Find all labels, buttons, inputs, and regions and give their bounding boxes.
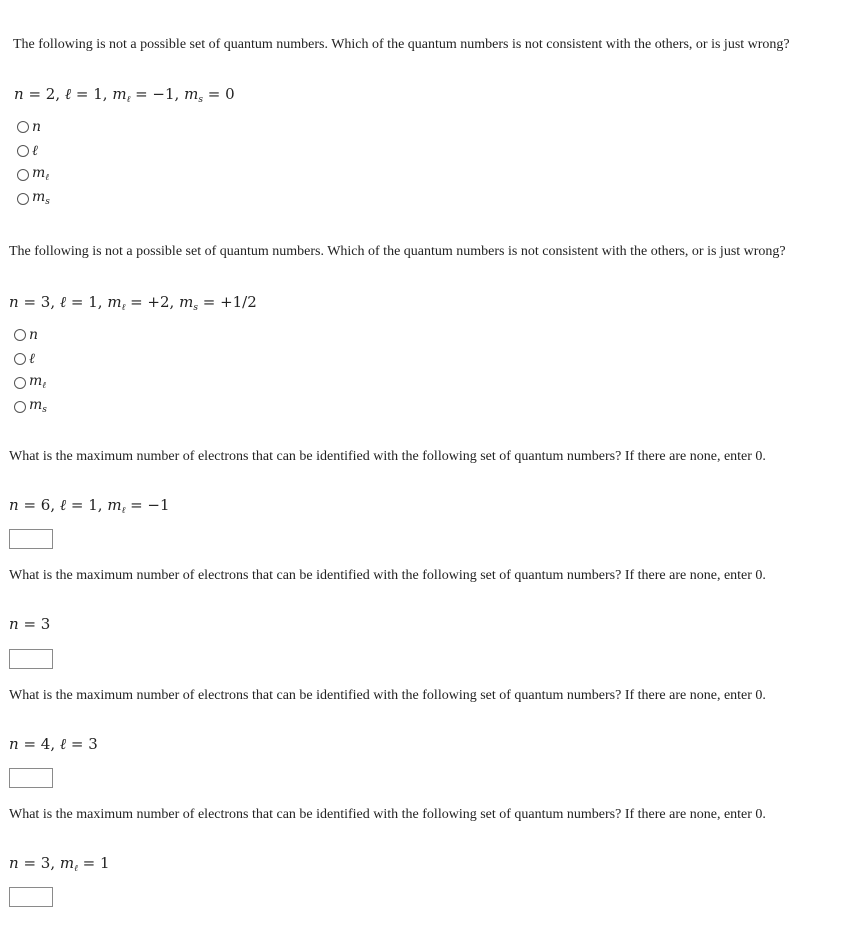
- option-label: ℓ: [29, 351, 35, 367]
- option-label: $m_\ell$: [29, 372, 47, 391]
- option-label: n: [29, 327, 39, 343]
- option-n[interactable]: [17, 118, 41, 136]
- answer-input[interactable]: [9, 649, 53, 669]
- option-ms[interactable]: [17, 190, 50, 208]
- question-prompt: What is the maximum number of electrons that can be identified with the following set of quantum numbers? If there are none, enter 0.: [9, 688, 766, 703]
- radio-button[interactable]: [17, 169, 29, 181]
- quantum-numbers-formula: n = 3, ℓ = 1, $m_\ell = +2$, $m_s = +1/2$: [9, 293, 257, 313]
- radio-button[interactable]: [17, 193, 29, 205]
- option-l[interactable]: [17, 142, 38, 160]
- question-prompt: What is the maximum number of electrons that can be identified with the following set of quantum numbers? If there are none, enter 0.: [9, 449, 766, 464]
- option-ms[interactable]: [14, 398, 47, 416]
- radio-button[interactable]: [17, 145, 29, 157]
- option-l[interactable]: [14, 350, 35, 368]
- question-prompt: The following is not a possible set of quantum numbers. Which of the quantum numbers is not consistent with the others, or is just wrong?: [13, 37, 790, 52]
- quantum-numbers-formula: n = 2, ℓ = 1, $m_\ell = -1$, $m_s = 0$: [14, 85, 235, 105]
- radio-button[interactable]: [14, 377, 26, 389]
- radio-button[interactable]: [14, 353, 26, 365]
- quantum-numbers-formula: n = 3, $m_\ell = 1$: [9, 854, 110, 874]
- option-n[interactable]: [14, 326, 38, 344]
- option-label: $m_\ell$: [32, 164, 50, 183]
- quantum-numbers-formula: n = 4, ℓ = 3: [9, 735, 98, 753]
- radio-button[interactable]: [14, 329, 26, 341]
- question-prompt: What is the maximum number of electrons that can be identified with the following set of quantum numbers? If there are none, enter 0.: [9, 807, 766, 822]
- question-prompt: The following is not a possible set of quantum numbers. Which of the quantum numbers is not consistent with the others, or is just wrong?: [9, 244, 786, 259]
- radio-button[interactable]: [14, 401, 26, 413]
- answer-input[interactable]: [9, 768, 53, 788]
- option-ml[interactable]: [17, 166, 49, 184]
- option-label: n: [32, 119, 42, 135]
- option-label: ℓ: [32, 143, 38, 159]
- answer-input[interactable]: [9, 887, 53, 907]
- radio-button[interactable]: [17, 121, 29, 133]
- option-ml[interactable]: [14, 374, 46, 392]
- answer-input[interactable]: [9, 529, 53, 549]
- quantum-numbers-formula: n = 6, ℓ = 1, $m_\ell = -1$: [9, 496, 170, 516]
- question-prompt: What is the maximum number of electrons that can be identified with the following set of quantum numbers? If there are none, enter 0.: [9, 568, 766, 583]
- option-label: $m_s$: [32, 188, 50, 207]
- option-label: $m_s$: [29, 396, 47, 415]
- quantum-numbers-formula: n = 3: [9, 615, 51, 633]
